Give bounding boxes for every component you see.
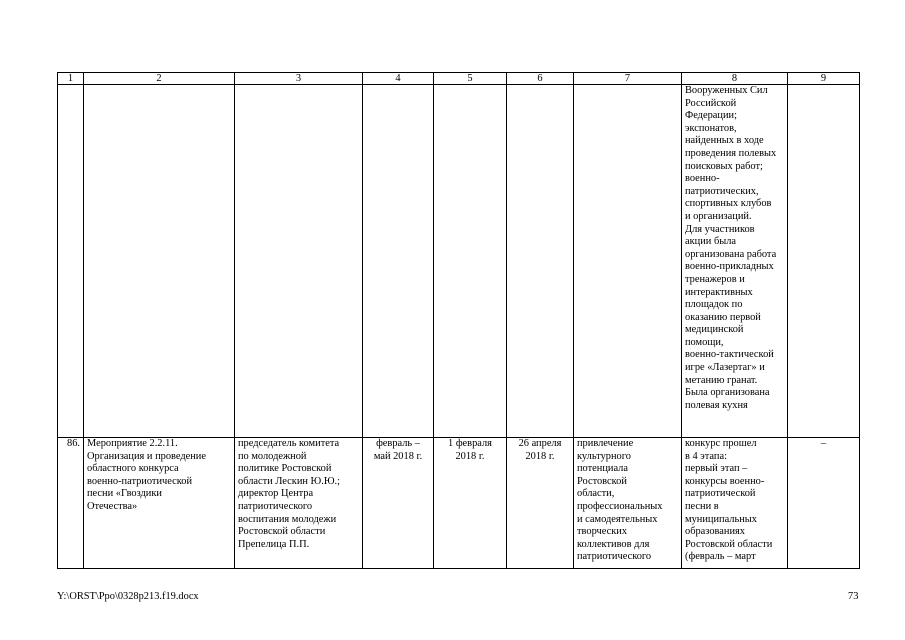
text-line: проведения полевых — [685, 147, 777, 159]
text-line: первый этап – — [685, 463, 748, 475]
text-line: спортивных клубов — [685, 198, 772, 210]
header-cell: 2 — [84, 73, 235, 85]
expected-result-cell — [574, 438, 682, 569]
text-line: патриотического — [238, 500, 313, 512]
text-line: Мероприятие 2.2.11. — [87, 438, 178, 449]
text-line: привлечение — [577, 438, 634, 449]
text-line: Ростовской — [577, 475, 627, 487]
text-line: Ростовской области — [685, 538, 773, 550]
text-line: акции была — [685, 236, 737, 248]
text-line: организована работа — [685, 248, 777, 260]
text-line: игре «Лазертаг» и — [685, 362, 765, 374]
text-line: муниципальных — [685, 513, 757, 525]
text-line: Федерации; — [685, 110, 737, 122]
text-line: (февраль – март — [685, 551, 756, 563]
text-line: 1 февраля — [448, 438, 492, 449]
text-line: патриотических, — [685, 185, 759, 197]
text-line: Российской — [685, 97, 737, 109]
footer-page-number: 73 — [848, 591, 859, 602]
text-line: области Лескин Ю.Ю.; — [238, 475, 340, 487]
text-line: политике Ростовской — [238, 463, 332, 475]
document-table — [57, 72, 860, 569]
text-line: 2018 г. — [525, 450, 555, 462]
actual-result-cell — [682, 438, 788, 569]
text-line: интерактивных — [685, 286, 753, 298]
notes-cell — [788, 438, 860, 569]
text-line: творческих — [577, 526, 628, 538]
text-line: февраль – — [376, 438, 420, 449]
table-cell — [84, 85, 235, 438]
result-cell — [682, 85, 788, 438]
activity-cell — [84, 438, 235, 569]
text-line: площадок по — [685, 299, 743, 311]
text-line: оказанию первой — [685, 311, 761, 323]
header-cell: 6 — [507, 73, 574, 85]
responsible-cell — [235, 438, 363, 569]
text-line: полевая кухня — [685, 399, 748, 411]
start-date-cell — [434, 438, 507, 569]
text-line: песни в — [685, 500, 719, 512]
text-line: патриотического — [577, 551, 652, 563]
text-line: военно-тактической — [685, 349, 774, 361]
text-line: области, — [577, 488, 615, 500]
text-line: конкурсы военно- — [685, 475, 765, 487]
table-cell — [58, 85, 84, 438]
header-cell: 1 — [58, 73, 84, 85]
text-line: воспитания молодежи — [238, 513, 337, 525]
footer-file-path: Y:\ORST\Ppo\0328p213.f19.docx — [57, 591, 199, 602]
text-line: патриотической — [685, 488, 756, 500]
table-cell — [574, 85, 682, 438]
text-line: и самодеятельных — [577, 513, 658, 525]
text-line: медицинской — [685, 324, 744, 336]
text-line: по молодежной — [238, 450, 307, 462]
text-line: потенциала — [577, 463, 628, 475]
header-cell: 7 — [574, 73, 682, 85]
text-line: Вооруженных Сил — [685, 85, 768, 96]
header-cell: 5 — [434, 73, 507, 85]
end-date-cell — [507, 438, 574, 569]
text-line: метанию гранат. — [685, 374, 758, 386]
text-line: военно-патриотической — [87, 475, 193, 487]
text-line: коллективов для — [577, 538, 650, 550]
text-line: Была организована — [685, 387, 770, 399]
text-line: председатель комитета — [238, 438, 340, 449]
continuation-row — [58, 85, 860, 438]
table-cell — [788, 85, 860, 438]
text-line: профессиональных — [577, 500, 663, 512]
column-number-row — [58, 73, 860, 85]
text-line: образованиях — [685, 526, 746, 538]
text-line: конкурс прошел — [685, 438, 757, 449]
text-line: Ростовской области — [238, 526, 326, 538]
text-line: тренажеров и — [685, 273, 745, 285]
text-line: поисковых работ; — [685, 160, 763, 172]
text-line: Отечества» — [87, 500, 138, 512]
text-line: Препелица П.П. — [238, 538, 310, 550]
table-row-86 — [58, 438, 860, 569]
table-cell — [507, 85, 574, 438]
planned-period-cell — [363, 438, 434, 569]
text-line: культурного — [577, 450, 631, 462]
header-cell: 4 — [363, 73, 434, 85]
text-line: экспонатов, — [685, 122, 737, 134]
text-line: май 2018 г. — [373, 450, 423, 462]
text-line: песни «Гвоздики — [87, 488, 162, 500]
text-line: областного конкурса — [87, 463, 179, 475]
text-line: 26 апреля — [518, 438, 562, 449]
text-line: 2018 г. — [455, 450, 485, 462]
dash-value: – — [820, 438, 827, 449]
header-cell: 3 — [235, 73, 363, 85]
text-line: помощи, — [685, 336, 724, 348]
text-line: военно- — [685, 173, 720, 185]
text-line: директор Центра — [238, 488, 314, 500]
table-cell — [363, 85, 434, 438]
text-line: Организация и проведение — [87, 450, 206, 462]
row-number: 86. — [58, 438, 84, 569]
header-cell: 8 — [682, 73, 788, 85]
text-line: в 4 этапа: — [685, 450, 727, 462]
text-line: Для участников — [685, 223, 755, 235]
table-cell — [434, 85, 507, 438]
text-line: и организаций. — [685, 210, 752, 222]
header-cell: 9 — [788, 73, 860, 85]
text-line: найденных в ходе — [685, 135, 764, 147]
table-cell — [235, 85, 363, 438]
text-line: военно-прикладных — [685, 261, 774, 273]
